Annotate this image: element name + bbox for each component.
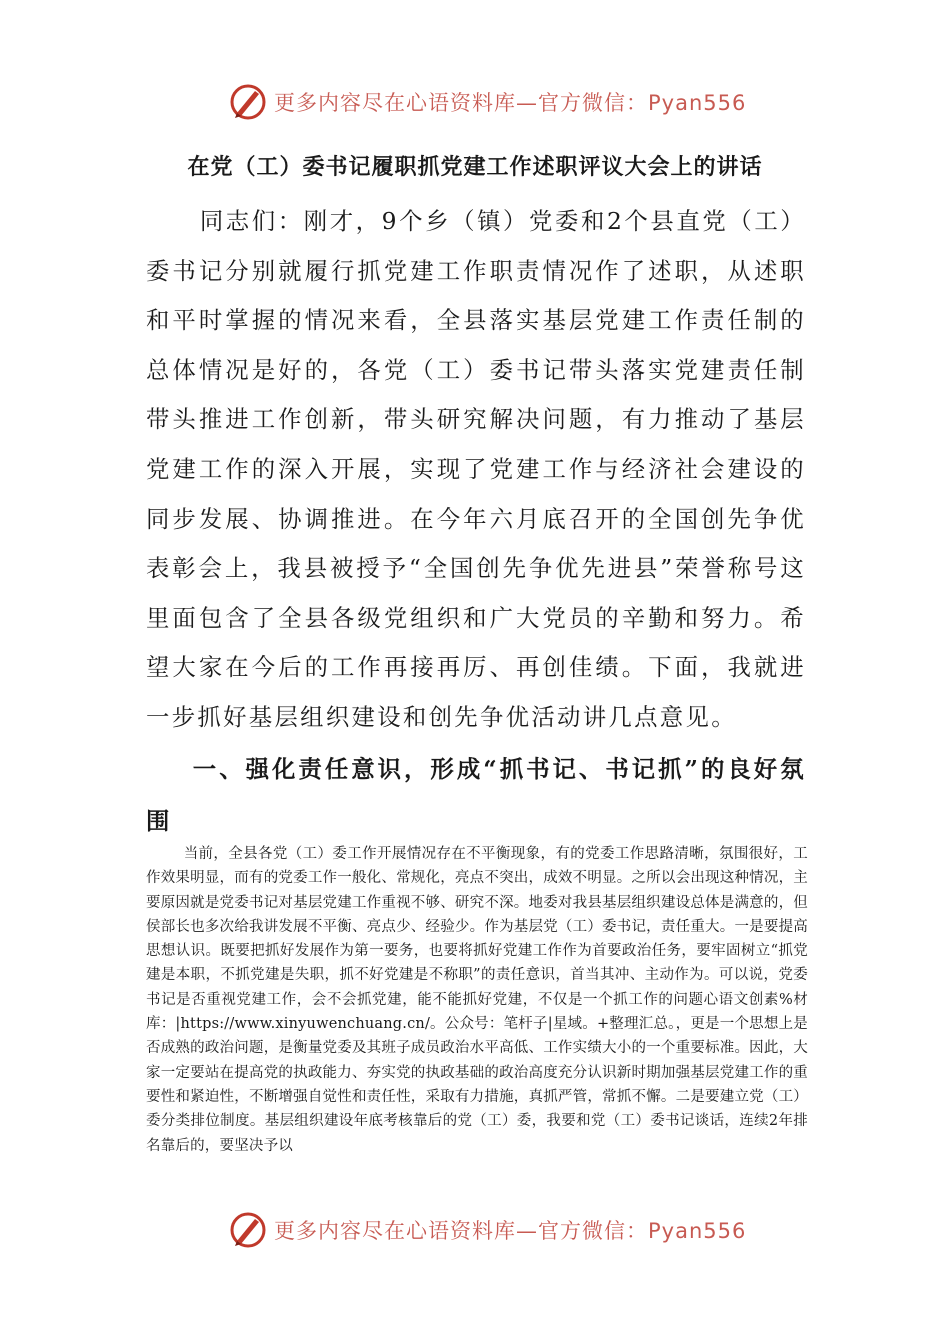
section-1-paragraph: 当前，全县各党（工）委工作开展情况存在不平衡现象，有的党委工作思路清晰，氛围很好，工作效果明显，而有的党委工作一般化、常规化，亮点不突出，成效不明显。之所以会出现这种情况，主要原因就是党委书记对基层党建工作重视不够、研究不深。地委对我县基层组织建设总体是满意的，但侯部长也多次给我讲发展不平衡、亮点少、经验少。作为基层党（工）委书记，责任重大。一是要提高思想认识。既要把抓好发展作为第一要务，也要将抓好党建工作作为首要政治任务，要牢固树立“抓党建是本职，不抓党建是失职，抓不好党建是不称职”的责任意识，首当其冲、主动作为。可以说，党委书记是否重视党建工作，会不会抓党建，能不能抓好党建，不仅是一个抓工作的问题心语文创素%材库：|https://www.xinyuwenchuang.cn/。公众号：笔杆子|星域。+整理汇总。，更是一个思想上是否成熟的政治问题，是衡量党委及其班子成员政治水平高低、工作实绩大小的一个重要标准。因此，大家一定要站在提高党的执政能力、夯实党的执政基础的政治高度充分认识新时期加强基层党建工作的重要性和紧迫性，不断增强自觉性和责任性，采取有力措施，真抓严管，常抓不懈。二是要建立党（工）委分类排位制度。基层组织建设年底考核靠后的党（工）委，我要和党（工）委书记谈话，连续2年排名靠后的，要坚决予以 [146, 846, 808, 1154]
pen-logo-icon [228, 1210, 268, 1250]
intro-paragraph: 同志们：刚才，9个乡（镇）党委和2个县直党（工）委书记分别就履行抓党建工作职责情况作了述职，从述职和平时掌握的情况来看，全县落实基层党建工作责任制的总体情况是好的，各党（工）委书记带头落实党建责任制带头推进工作创新，带头研究解决问题，有力推动了基层党建工作的深入开展，实现了党建工作与经济社会建设的同步发展、协调推进。在今年六月底召开的全国创先争优表彰会上，我县被授予“全国创先争优先进县”荣誉称号这里面包含了全县各级党组织和广大党员的辛勤和努力。希望大家在今后的工作再接再厉、再创佳绩。下面，我就进一步抓好基层组织建设和创先争优活动讲几点意见。 [146, 207, 806, 731]
document-title: 在党（工）委书记履职抓党建工作述职评议大会上的讲话 [187, 154, 763, 180]
watermark-banner-top [228, 80, 748, 124]
watermark-banner-bottom [228, 1208, 748, 1252]
watermark-text: 更多内容尽在心语资料库—官方微信：Pyan556 [274, 1219, 747, 1243]
watermark-text: 更多内容尽在心语资料库—官方微信：Pyan556 [274, 91, 747, 115]
pen-logo-icon [228, 82, 268, 122]
section-heading-1: 一、强化责任意识，形成“抓书记、书记抓”的良好氛围 [146, 755, 806, 835]
